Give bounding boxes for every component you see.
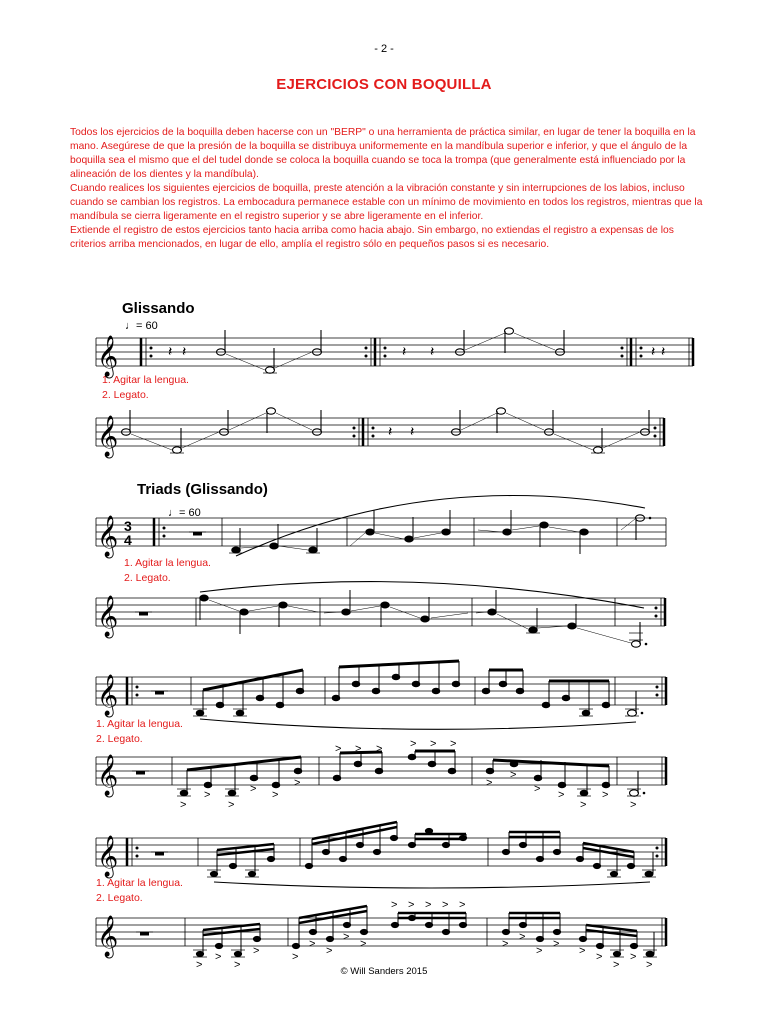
- svg-text:>: >: [343, 931, 350, 943]
- treble-clef-icon: 𝄞: [97, 674, 119, 715]
- treble-clef-icon: 𝄞: [97, 515, 119, 556]
- instruction-legato: 2. Legato.: [124, 572, 171, 584]
- svg-text:4: 4: [124, 532, 132, 548]
- svg-text:>: >: [646, 959, 653, 971]
- staff-sixteenths-2: [96, 918, 666, 946]
- svg-text:>: >: [502, 938, 509, 950]
- instruction-legato: 2. Legato.: [102, 389, 149, 401]
- svg-text:>: >: [309, 938, 316, 950]
- time-signature: [124, 518, 132, 548]
- svg-text:>: >: [553, 938, 560, 950]
- treble-clef-icon: 𝄞: [97, 754, 119, 795]
- beams: [203, 661, 609, 690]
- svg-text:>: >: [410, 738, 417, 750]
- page-number: - 2 -: [374, 43, 394, 55]
- svg-text:>: >: [234, 959, 241, 971]
- svg-text:𝄽: 𝄽: [182, 343, 187, 359]
- svg-text:>: >: [602, 789, 609, 801]
- svg-text:>: >: [204, 789, 211, 801]
- instruction-legato: 2. Legato.: [96, 733, 143, 745]
- svg-text:>: >: [630, 799, 637, 811]
- svg-text:>: >: [630, 951, 637, 963]
- svg-text:𝄽: 𝄽: [402, 343, 407, 359]
- treble-clef-icon: 𝄞: [97, 835, 119, 876]
- copyright-footer: © Will Sanders 2015: [340, 966, 428, 977]
- svg-text:>: >: [579, 945, 586, 957]
- svg-text:>: >: [292, 951, 299, 963]
- svg-text:>: >: [250, 783, 257, 795]
- svg-text:>: >: [425, 899, 432, 911]
- whole-rest: [189, 532, 206, 536]
- slur: [236, 496, 645, 557]
- svg-text:>: >: [355, 743, 362, 755]
- svg-text:>: >: [519, 931, 526, 943]
- treble-clef-icon: 𝄞: [97, 415, 119, 456]
- svg-text:>: >: [360, 938, 367, 950]
- svg-text:>: >: [294, 777, 301, 789]
- svg-text:>: >: [580, 799, 587, 811]
- svg-text:>: >: [180, 799, 187, 811]
- svg-text:>: >: [596, 951, 603, 963]
- eighth-notes: [196, 661, 610, 716]
- accent-marks: [180, 738, 636, 811]
- glissando-heading: Glissando: [122, 300, 195, 317]
- instruction-legato: 2. Legato.: [96, 892, 143, 904]
- svg-text:>: >: [459, 899, 466, 911]
- svg-text:>: >: [613, 959, 620, 971]
- svg-text:>: >: [215, 951, 222, 963]
- svg-text:𝄽: 𝄽: [388, 423, 393, 439]
- intro-paragraph-3: Extiende el registro de estos ejercicios tanto hacia arriba como hacia abajo. Sin embargo, no extiendas el registro a expensas de los criterios arriba mencionados, en lugar de ello, amplía el registro sólo en pequeños pasos si es necesario.: [70, 225, 674, 250]
- svg-text:>: >: [510, 769, 517, 781]
- treble-clef-icon: 𝄞: [97, 335, 119, 376]
- instruction-flutter: 1. Agitar la lengua.: [102, 374, 189, 386]
- svg-text:>: >: [486, 777, 493, 789]
- svg-text:𝄽: 𝄽: [168, 343, 173, 359]
- svg-text:𝄽: 𝄽: [430, 343, 435, 359]
- intro-paragraph-1: Todos los ejercicios de la boquilla deben hacerse con un "BERP" o una herramienta de práctica similar, en lugar de tener la boquilla en la mano. Asegúrese de que la presión de la boquilla se distribuya uniformemente en la mandíbula superior e inferior, y que el ángulo de la boquilla sea el mismo que el del tudel donde se coloca la boquilla cuando se toca la trompa (que generalmente está influenciado por la alineación de los dientes y la mandíbula).: [70, 127, 696, 180]
- svg-text:>: >: [376, 743, 383, 755]
- svg-text:𝄽: 𝄽: [661, 343, 666, 359]
- treble-clef-icon: 𝄞: [97, 595, 119, 636]
- svg-text:>: >: [253, 945, 260, 957]
- svg-text:>: >: [391, 899, 398, 911]
- svg-text:>: >: [450, 738, 457, 750]
- svg-text:>: >: [442, 899, 449, 911]
- svg-text:>: >: [196, 959, 203, 971]
- svg-text:>: >: [335, 743, 342, 755]
- svg-text:3: 3: [124, 518, 132, 534]
- svg-text:>: >: [558, 789, 565, 801]
- intro-paragraph-2: Cuando realices los siguientes ejercicios de boquilla, preste atención a la vibración constante y sin interrupciones de los labios, incluso cuando se cambian los registros. La embocadura permanece estable con un mínimo de movimiento en todos los registros, mientras que la mandíbula se cierra ligeramente en el registro superior y se abre ligeramente en el inferior.: [70, 183, 703, 222]
- svg-text:>: >: [228, 799, 235, 811]
- svg-text:>: >: [430, 738, 437, 750]
- instruction-flutter: 1. Agitar la lengua.: [96, 718, 183, 730]
- instruction-flutter: 1. Agitar la lengua.: [96, 877, 183, 889]
- svg-text:>: >: [534, 783, 541, 795]
- triads-heading: Triads (Glissando): [137, 481, 268, 498]
- treble-clef-icon: 𝄞: [97, 915, 119, 956]
- instruction-flutter: 1. Agitar la lengua.: [124, 557, 211, 569]
- page-title: EJERCICIOS CON BOQUILLA: [276, 76, 492, 93]
- svg-text:𝄽: 𝄽: [410, 423, 415, 439]
- svg-text:>: >: [408, 899, 415, 911]
- glissando-tempo: ♩= 60: [125, 320, 158, 332]
- glissando-lines: [226, 333, 555, 370]
- svg-text:>: >: [536, 945, 543, 957]
- svg-text:>: >: [272, 789, 279, 801]
- triads-tempo: ♩= 60: [168, 507, 201, 519]
- svg-text:>: >: [326, 945, 333, 957]
- svg-text:𝄽: 𝄽: [651, 343, 656, 359]
